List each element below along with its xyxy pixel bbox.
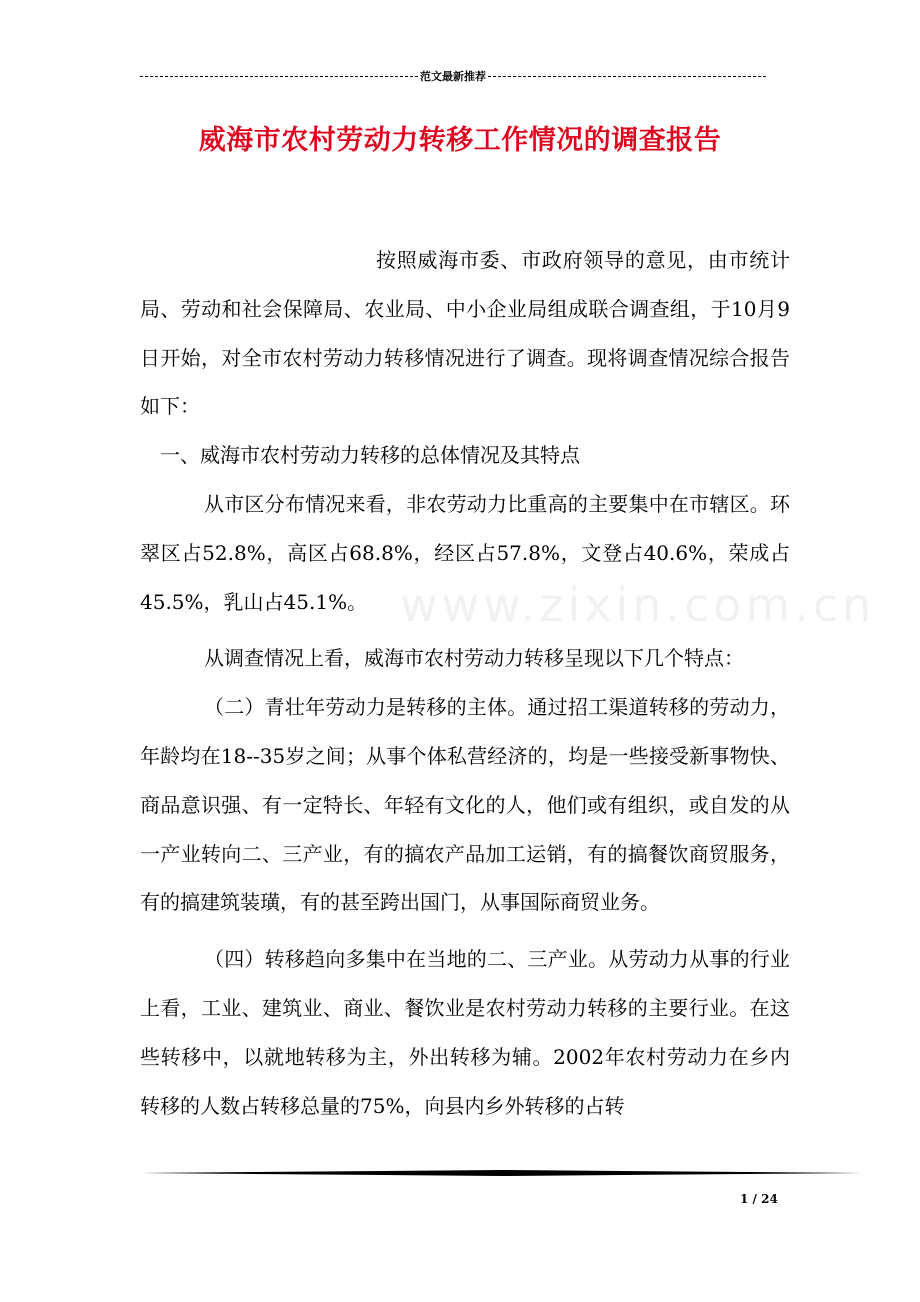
paragraph-intro: 按照威海市委、市政府领导的意见，由市统计局、劳动和社会保障局、农业局、中小企业局组成联合调查组，于10月9日开始，对全市农村劳动力转移情况进行了调查。现将调查情况综合报告如下：	[140, 248, 790, 419]
document-body	[140, 236, 790, 1130]
header-dash-right	[488, 76, 766, 77]
header-dash-left	[140, 76, 418, 77]
watermark: www.zixin.com.cn	[400, 578, 876, 632]
paragraph-distribution: 从市区分布情况来看，非农劳动力比重高的主要集中在市辖区。环翠区占52.8%，高区占68.8%，经区占57.8%，文登占40.6%，荣成占45.5%，乳山占45.1%。	[140, 491, 790, 614]
paragraph-feature-4: （四）转移趋向多集中在当地的二、三产业。从劳动力从事的行业上看，工业、建筑业、商业、餐饮业是农村劳动力转移的主要行业。在这些转移中，以就地转移为主，外出转移为辅。2002年农村劳动力在乡内转移的人数占转移总量的75%，向县内乡外转移的占转	[140, 947, 790, 1118]
paragraph-feature-2: （二）青壮年劳动力是转移的主体。通过招工渠道转移的劳动力，年龄均在18--35岁之间；从事个体私营经济的，均是一些接受新事物快、商品意识强、有一定特长、年轻有文化的人，他们或有组织，或自发的从一产业转向二、三产业，有的搞农产品加工运销，有的搞餐饮商贸服务，有的搞建筑装璜，有的甚至跨出国门，从事国际商贸业务。	[140, 695, 790, 915]
document-title: 威海市农村劳动力转移工作情况的调查报告	[198, 125, 722, 156]
paragraph-features-intro: 从调查情况上看，威海市农村劳动力转移呈现以下几个特点：	[204, 646, 744, 671]
footer-rule	[140, 1170, 864, 1176]
page-header	[140, 66, 766, 86]
section-heading: 一、威海市农村劳动力转移的总体情况及其特点	[160, 443, 580, 468]
header-label: 范文最新推荐	[420, 70, 486, 83]
page-number: 1 / 24	[740, 1192, 778, 1206]
